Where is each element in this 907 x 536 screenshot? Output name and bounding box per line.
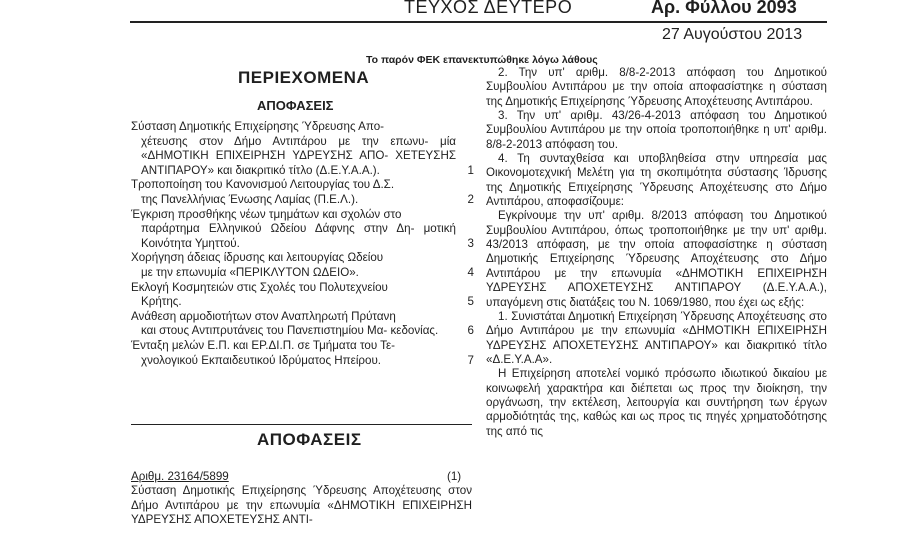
decision-tag: (1) — [447, 470, 462, 483]
body-paragraph: 3. Την υπ' αριθμ. 43/26-4-2013 απόφαση του Δημοτικού Συμβουλίου Αντιπάρου με την οποία τροποποιήθηκε η υπ' αριθμ. 8/8-2-2013 απόφαση του. — [486, 109, 827, 151]
toc-entry — [131, 178, 476, 207]
toc-entry-rest: παράρτημα Ελληνικού Ωδείου Δάφνης στην Δη- μοτική Κοινότητα Υμηττού. — [141, 222, 456, 250]
toc-subtitle: ΑΠΟΦΑΣΕΙΣ — [257, 98, 334, 113]
toc-entry — [131, 310, 476, 339]
decisions-title: ΑΠΟΦΑΣΕΙΣ — [257, 430, 362, 449]
toc-entry-first: Σύσταση Δημοτικής Επιχείρησης Ύδρευσης Απο- — [131, 120, 385, 133]
toc-entry-page: 7 — [467, 353, 474, 367]
toc-entry — [131, 339, 476, 368]
gazette-date: 27 Αυγούστου 2013 — [662, 26, 803, 43]
toc-entry-page: 3 — [467, 236, 474, 250]
gazette-issue-number: Αρ. Φύλλου 2093 — [651, 0, 797, 17]
toc-title: ΠΕΡΙΕΧΟΜΕΝΑ — [238, 68, 370, 87]
toc-entry-rest: χνολογικού Εκπαιδευτικού Ιδρύματος Ηπείρου. — [141, 353, 382, 367]
decision-number: Αριθμ. 23164/5899 — [131, 470, 229, 483]
toc-entry-page: 1 — [467, 163, 474, 177]
decision-block — [131, 470, 472, 528]
body-paragraph: Εγκρίνουμε την υπ' αριθμ. 8/2013 απόφαση του Δημοτικού Συμβουλίου Αντιπάρου, όπως τροποποιήθηκε με την υπ' αριθμ. 43/2013 απόφαση, με την οποία αποφασίστηκε η σύσταση Δημοτικής Επιχείρησης Ύδρευσης Αποχέτευσης στο Δήμο Αντιπάρου με την επωνυμία «ΔΗΜΟΤΙΚΗ ΕΠΙΧΕΙΡΗΣΗ ΥΔΡΕΥΣΗΣ ΑΠΟΧΕΤΕΥΣΗΣ ΑΝΤΙΠΑΡΟΥ (Δ.Ε.Υ.Α.Α.), υπαγόμενη στις διατάξεις του Ν. 1069/1980, που έχει ως εξής: — [486, 209, 827, 309]
body-paragraph: 4. Τη συνταχθείσα και υποβληθείσα στην υπηρεσία μας Οικονομοτεχνική Μελέτη για τη σκοπιμότητα σύστασης Ίδρυσης της Δημοτικής Επιχείρησης Ύδρευσης Αποχέτευσης στο Δήμο Αντιπάρου, αποφασίζουμε: — [486, 152, 827, 209]
header-rule — [130, 21, 827, 23]
toc-entry-rest: χέτευσης στον Δήμο Αντιπάρου με την επωνυ- μία «ΔΗΜΟΤΙΚΗ ΕΠΙΧΕΙΡΗΣΗ ΥΔΡΕΥΣΗΣ ΑΠΟ- ΧΕΤΕΥΣΗΣ ΑΝΤΙΠΑΡΟΥ» και διακριτικό τίτλο (Δ.Ε.Υ.Α.Α.). — [141, 134, 456, 177]
decision-text: Σύσταση Δημοτικής Επιχείρησης Ύδρευσης Αποχέτευσης στον Δήμο Αντιπάρου με την επωνυμία «ΔΗΜΟΤΙΚΗ ΕΠΙΧΕΙΡΗΣΗ ΥΔΡΕΥΣΗΣ ΑΠΟΧΕΤΕΥΣΗΣ ΑΝΤΙ- — [131, 484, 472, 527]
toc-entry — [131, 281, 476, 310]
toc-entry-rest: με την επωνυμία «ΠΕΡΙΚΛΥΤΟΝ ΩΔΕΙΟ». — [141, 265, 359, 279]
toc-entry-rest: της Πανελλήνιας Ένωσης Λαμίας (Π.Ε.Λ.). — [141, 192, 359, 206]
toc-entry-first: Ανάθεση αρμοδιοτήτων στον Αναπληρωτή Πρύτανη — [131, 309, 396, 323]
toc-entry-first: Ένταξη μελών Ε.Π. και ΕΡ.ΔΙ.Π. σε Τμήματα του Τε- — [131, 338, 396, 352]
toc-entry-first: Τροποποίηση του Κανονισμού Λειτουργίας του Δ.Σ. — [131, 178, 395, 192]
toc-entry-rest: Κρήτης. — [141, 295, 182, 309]
body-paragraph: 1. Συνιστάται Δημοτική Επιχείρηση Ύδρευσης Αποχέτευσης στο Δήμο Αντιπάρου με την επωνυμία «ΔΗΜΟΤΙΚΗ ΕΠΙΧΕΙΡΗΣΗ ΥΔΡΕΥΣΗΣ ΑΠΟΧΕΤΕΥΣΗΣ ΑΝΤΙΠΑΡΟΥ» και διακριτικό τίτλο «Δ.Ε.Υ.Α.Α». — [486, 309, 827, 366]
gazette-series: ΤΕΥΧΟΣ ΔΕΥΤΕΡΟ — [404, 0, 573, 17]
toc-entry — [131, 208, 476, 252]
toc-entry — [131, 251, 476, 280]
toc-entry-page: 2 — [467, 192, 474, 206]
toc-entry-first: Εκλογή Κοσμητειών στις Σχολές του Πολυτεχνείου — [131, 280, 388, 294]
toc-divider — [131, 424, 472, 425]
toc-entry-page: 6 — [467, 324, 474, 338]
toc-entry — [131, 120, 476, 178]
body-column-right — [486, 66, 827, 439]
reprint-notice: Το παρόν ΦΕΚ επανεκτυπώθηκε λόγω λάθους — [366, 54, 598, 66]
toc-entry-page: 5 — [467, 295, 474, 309]
toc-entry-rest: και στους Αντιπρυτάνεις του Πανεπιστημίου Μα- κεδονίας. — [141, 324, 439, 338]
toc-entry-page: 4 — [467, 265, 474, 279]
body-paragraph: 2. Την υπ' αριθμ. 8/8-2-2013 απόφαση του Δημοτικού Συμβουλίου Αντιπάρου με την οποία αποφασίστηκε η σύσταση της Δημοτικής Επιχείρησης Ύδρευσης Αποχέτευσης Αντιπάρου. — [486, 66, 827, 108]
toc-entry-first: Έγκριση προσθήκης νέων τμημάτων και σχολών στο — [131, 207, 402, 221]
toc-list — [131, 120, 476, 368]
body-paragraph: Η Επιχείρηση αποτελεί νομικό πρόσωπο ιδιωτικού δικαίου με κοινωφελή χαρακτήρα και διέπεται ως προς την διοίκηση, την οργάνωση, την εκτέλεση, λειτουργία και συντήρηση των έργων αρμοδιότητάς της, καθώς και ως προς τις πηγές χρηματοδότησης της από τις — [486, 367, 827, 438]
toc-entry-first: Χορήγηση άδειας ίδρυσης και λειτουργίας Ωδείου — [131, 251, 384, 265]
